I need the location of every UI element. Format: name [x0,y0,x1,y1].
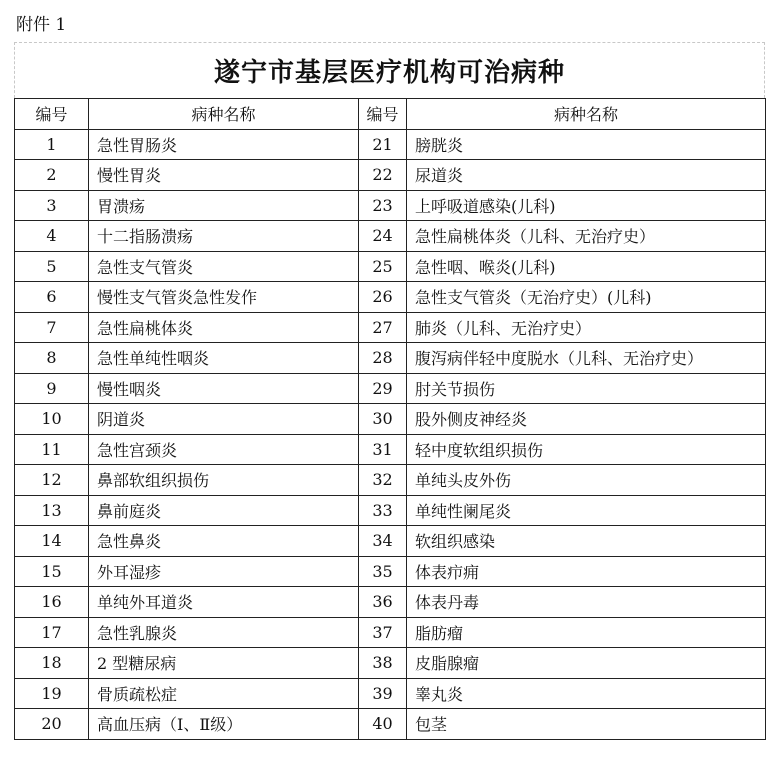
row-number-right: 34 [359,526,407,557]
table-row [15,190,766,221]
disease-name-right: 体表疖痈 [407,556,766,587]
row-number-right: 33 [359,495,407,526]
disease-name-left: 十二指肠溃疡 [89,221,359,252]
disease-name-left: 慢性支气管炎急性发作 [89,282,359,313]
disease-name-left: 急性胃肠炎 [89,129,359,160]
disease-name-left: 鼻前庭炎 [89,495,359,526]
row-number-right: 22 [359,160,407,191]
disease-name-left: 胃溃疡 [89,190,359,221]
disease-name-left: 急性宫颈炎 [89,434,359,465]
table-header-row [15,99,766,130]
table-row [15,465,766,496]
disease-name-right: 肘关节损伤 [407,373,766,404]
row-number-left: 15 [15,556,89,587]
disease-name-left: 鼻部软组织损伤 [89,465,359,496]
table-body [15,129,766,739]
disease-name-right: 睾丸炎 [407,678,766,709]
table-row [15,404,766,435]
row-number-right: 23 [359,190,407,221]
disease-name-left: 慢性胃炎 [89,160,359,191]
row-number-left: 13 [15,495,89,526]
disease-name-left: 急性支气管炎 [89,251,359,282]
header-disease-left: 病种名称 [89,99,359,130]
row-number-right: 27 [359,312,407,343]
disease-name-right: 急性扁桃体炎（儿科、无治疗史） [407,221,766,252]
disease-name-left: 单纯外耳道炎 [89,587,359,618]
row-number-left: 4 [15,221,89,252]
table-row [15,251,766,282]
row-number-left: 2 [15,160,89,191]
header-number-left: 编号 [15,99,89,130]
table-row [15,160,766,191]
table-row [15,556,766,587]
table-row [15,343,766,374]
disease-name-right: 尿道炎 [407,160,766,191]
row-number-right: 31 [359,434,407,465]
row-number-left: 7 [15,312,89,343]
disease-name-right: 脂肪瘤 [407,617,766,648]
attachment-label: 附件 1 [16,15,67,35]
disease-name-right: 轻中度软组织损伤 [407,434,766,465]
disease-name-left: 外耳湿疹 [89,556,359,587]
row-number-left: 10 [15,404,89,435]
title-box [14,42,765,98]
row-number-left: 17 [15,617,89,648]
disease-name-right: 急性咽、喉炎(儿科) [407,251,766,282]
row-number-right: 39 [359,678,407,709]
table-row [15,282,766,313]
disease-name-left: 慢性咽炎 [89,373,359,404]
row-number-right: 35 [359,556,407,587]
disease-name-right: 单纯头皮外伤 [407,465,766,496]
disease-name-left: 急性鼻炎 [89,526,359,557]
disease-name-right: 单纯性阑尾炎 [407,495,766,526]
row-number-right: 28 [359,343,407,374]
row-number-left: 1 [15,129,89,160]
row-number-left: 8 [15,343,89,374]
table-row [15,312,766,343]
row-number-left: 12 [15,465,89,496]
disease-name-right: 体表丹毒 [407,587,766,618]
row-number-right: 32 [359,465,407,496]
disease-name-left: 急性乳腺炎 [89,617,359,648]
row-number-left: 18 [15,648,89,679]
row-number-left: 16 [15,587,89,618]
row-number-left: 6 [15,282,89,313]
row-number-right: 40 [359,709,407,740]
disease-name-left: 急性扁桃体炎 [89,312,359,343]
disease-name-left: 骨质疏松症 [89,678,359,709]
table-row [15,587,766,618]
disease-name-right: 软组织感染 [407,526,766,557]
row-number-left: 3 [15,190,89,221]
row-number-right: 37 [359,617,407,648]
table-row [15,709,766,740]
disease-name-right: 肺炎（儿科、无治疗史） [407,312,766,343]
table-row [15,678,766,709]
row-number-left: 14 [15,526,89,557]
page-title: 遂宁市基层医疗机构可治病种 [213,58,565,88]
row-number-left: 20 [15,709,89,740]
disease-name-right: 腹泻病伴轻中度脱水（儿科、无治疗史） [407,343,766,374]
row-number-left: 5 [15,251,89,282]
row-number-right: 36 [359,587,407,618]
table-row [15,434,766,465]
table-row [15,526,766,557]
row-number-right: 38 [359,648,407,679]
row-number-left: 19 [15,678,89,709]
disease-name-right: 股外侧皮神经炎 [407,404,766,435]
header-number-right: 编号 [359,99,407,130]
disease-table [14,98,766,740]
table-row [15,221,766,252]
disease-name-right: 上呼吸道感染(儿科) [407,190,766,221]
disease-name-left: 高血压病（Ⅰ、Ⅱ级） [89,709,359,740]
row-number-right: 21 [359,129,407,160]
table-row [15,617,766,648]
disease-name-left: 急性单纯性咽炎 [89,343,359,374]
row-number-left: 9 [15,373,89,404]
table-row [15,495,766,526]
row-number-left: 11 [15,434,89,465]
row-number-right: 29 [359,373,407,404]
row-number-right: 26 [359,282,407,313]
disease-name-left: 2 型糖尿病 [89,648,359,679]
header-disease-right: 病种名称 [407,99,766,130]
disease-name-right: 包茎 [407,709,766,740]
table-row [15,648,766,679]
disease-name-right: 膀胱炎 [407,129,766,160]
row-number-right: 24 [359,221,407,252]
disease-name-right: 皮脂腺瘤 [407,648,766,679]
row-number-right: 25 [359,251,407,282]
disease-name-left: 阴道炎 [89,404,359,435]
table-row [15,373,766,404]
row-number-right: 30 [359,404,407,435]
disease-name-right: 急性支气管炎（无治疗史）(儿科) [407,282,766,313]
table-row [15,129,766,160]
